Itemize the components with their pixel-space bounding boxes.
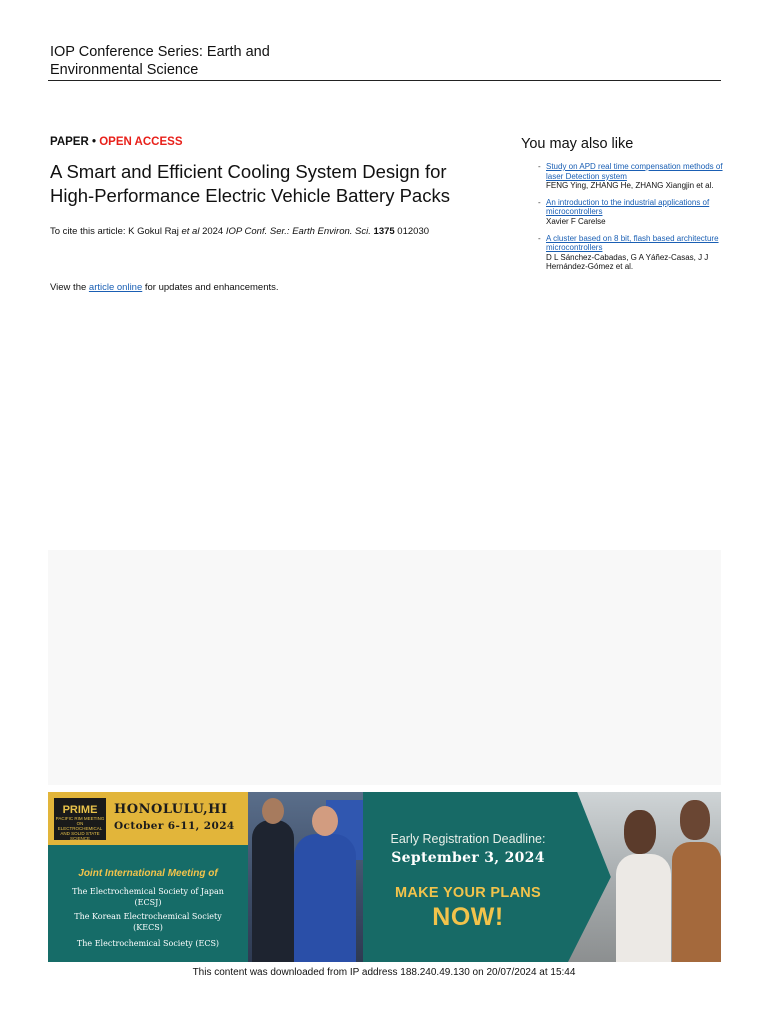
related-item [538,234,723,272]
banner-photo-networking [568,792,721,962]
list-dash: - [538,162,541,171]
banner-photo-attendees [248,792,363,962]
society-1-abbrev: (ECSJ) [134,898,162,907]
photo-person-head [624,810,656,854]
related-item [538,198,723,227]
article-title [50,160,510,208]
paper-type: PAPER [50,136,89,148]
society-2-name: The Korean Electrochemical Society [74,912,222,921]
label-separator: • [88,136,100,148]
open-access-badge: OPEN ACCESS [99,136,183,148]
banner-make-plans: MAKE YOUR PLANS [394,885,542,901]
banner-society-2 [48,911,248,933]
society-1-name: The Electrochemical Society of Japan [72,887,224,896]
photo-person [672,842,721,962]
prime-logo-subtitle: PACIFIC RIM MEETING ON ELECTROCHEMICAL AND SOLID STATE SCIENCE [55,816,105,841]
banner-joint-meeting: Joint International Meeting of [78,868,218,879]
photo-person [252,820,294,962]
citation [50,226,429,237]
article-online-link[interactable]: article online [88,282,143,293]
banner-deadline-date: September 3, 2024 [391,850,545,866]
citation-et-al: et al [181,226,200,237]
banner-city: HONOLULU,HI [114,802,228,817]
blank-ad-area [48,550,721,785]
journal-name-line1: IOP Conference Series: Earth and [50,44,270,60]
related-item-link[interactable]: A cluster based on 8 bit, flash based architecture microcontrollers [546,233,719,253]
download-footer: This content was downloaded from IP address 188.240.49.130 on 20/07/2024 at 15:44 [192,967,576,978]
article-title-line1: A Smart and Efficient Cooling System Design for [50,161,447,182]
photo-person-head [680,800,710,840]
article-title-line2: High-Performance Electric Vehicle Battery Packs [50,185,450,206]
header-divider [48,80,721,81]
view-text-before: View the [50,282,89,293]
related-item-authors: Xavier F Carelse [546,216,606,226]
prime-logo [54,798,106,840]
citation-year: 2024 [199,226,226,237]
banner-now: NOW! [432,903,504,931]
view-online-text [50,282,279,293]
banner-gold-header [48,792,248,845]
journal-name-line2: Environmental Science [50,62,199,78]
photo-person [294,834,356,962]
journal-name [50,43,720,79]
banner-dates: October 6-11, 2024 [114,820,235,832]
citation-volume: 1375 [373,226,395,237]
photo-person-head [312,806,338,836]
banner-early-registration: Early Registration Deadline: [390,832,546,846]
banner-left-panel [48,792,248,962]
citation-journal: IOP Conf. Ser.: Earth Environ. Sci. [225,226,371,237]
related-heading: You may also like [521,136,634,152]
banner-society-3: The Electrochemical Society (ECS) [76,939,220,948]
citation-prefix: To cite this article: K Gokul Raj [50,226,182,237]
related-item-link[interactable]: Study on APD real time compensation methods of laser Detection system [546,162,723,181]
society-2-abbrev: (KECS) [133,923,163,932]
banner-society-1 [48,886,248,908]
banner-middle-panel [363,792,573,962]
related-item-authors: D L Sánchez-Cabadas, G A Yáñez-Casas, J J Hernández-Gómez et al. [546,252,709,272]
related-item-authors: FENG Ying, ZHANG He, ZHANG Xiangjin et al. [546,181,714,191]
list-dash: - [538,197,541,207]
related-list [538,162,723,279]
related-item [538,162,723,191]
photo-person-head [262,798,284,824]
citation-article-number: 012030 [394,226,430,237]
conference-banner-ad[interactable] [48,792,721,962]
photo-person [616,854,671,962]
prime-logo-text: PRIME [62,804,98,816]
related-item-link[interactable]: An introduction to the industrial applications of microcontrollers [546,197,710,217]
view-text-after: for updates and enhancements. [142,282,279,293]
paper-type-label [50,136,183,148]
list-dash: - [538,233,541,243]
